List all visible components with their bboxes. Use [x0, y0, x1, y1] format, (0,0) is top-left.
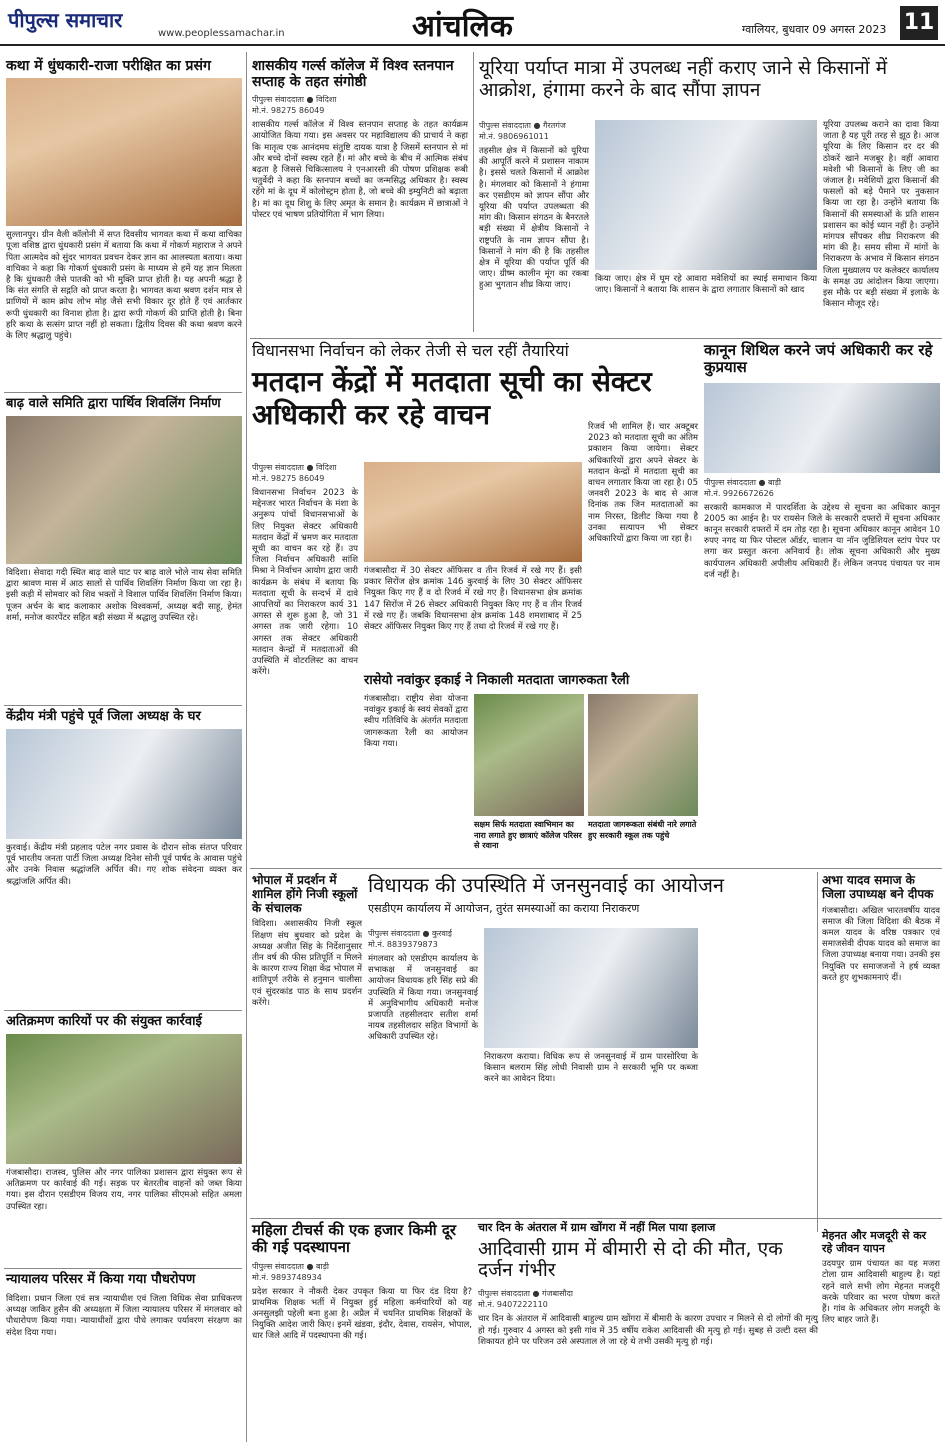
column-divider [473, 52, 474, 332]
story-body: कुरवाई। केंद्रीय मंत्री प्रहलाद पटेल नगर प्रवास के दौरान सोक संतप्त परिवार पूर्व भारतीय जनता पार्टी जिला अध्यक्ष दिनेश सोनी पूर्व पार्षद के आवास पहुंचे और उनके निवास श्रद्धांजलि अर्पित की। गए शोक संवेदना व्यक्त कर श्रद्धांजलि अर्पित की। [6, 842, 245, 887]
headline: भोपाल में प्रदर्शन में शामिल होंगे निजी स्कूलों के संचालक [252, 873, 358, 915]
website-url[interactable]: www.peoplessamachar.in [158, 28, 285, 39]
story-body: विधानसभा निर्वाचन 2023 के मद्देनजर भारत निर्वाचन के मंशा के अनुरूप पांचों विधानसभाओं के लिए नियुक्त सेक्टर अधिकारी मतदान केंद्रों में भ्रमण कर मतदाता सूची का वाचन कर रहे हैं। उप जिला निर्वाचन अधिकारी सांशि मिश्रा ने निर्वाचन आयोग द्वारा जारी कार्यक्रम के संबंध में बताया कि मतदाता सूची के सन्दर्भ में दावे आपत्तियों का निराकरण कार्य 31 अगस्त से शुरू हुआ है, जो 31 अगस्त तक जारी रहेगा। 10 अगस्त तक सेक्टर अधिकारी मतदान केन्द्रों में मतदाताओं की उपस्थिति में वोटरलिस्ट का वाचन करेंगे। [252, 488, 361, 678]
story-body: शासकीय गर्ल्स कॉलेज में विश्व स्तनपान सप्ताह के तहत कार्यक्रम आयोजित किया गया। इस अवसर पर महाविद्यालय की प्राचार्य ने कहा कि मातृत्व एक आनंदमय संतुष्टि दायक यात्रा है जिसमें स्तनपान से मां और बच्चे दोनों स्वस्थ रहते हैं। मां और बच्चे के बीच में आत्मिक संबंध बढ़ता है जिससे चिकित्सालय ने एनआरसी की पोषण प्रशिक्षक रूबी चतुर्वेदी ने कहा कि स्तनपान बच्चों का जन्मसिद्ध अधिकार है। स्वस्थ रहेंगे मां के दूध में कोलोस्ट्रम होता है, जो बच्चे की इम्युनिटी को बढ़ाता है। मां का दूध शिशु के लिए अमृत के समान है। कार्यक्रम में छात्राओं ने पोस्टर एवं भाषण प्रतियोगिता में भाग लिया। [252, 120, 471, 220]
story-body: उदयपुर ग्राम पंचायत का यह मजरा टोला ग्राम आदिवासी बाहुल्य है। यहां रहने वाले सभी लोग मेहनत मजदूरी करके परिवार का भरण पोषण करते हैं। गांव के अधिकतर लोग मजदूरी के लिए बाहर जाते हैं। [822, 1259, 943, 1326]
column-divider [246, 52, 247, 1442]
story-katha [6, 58, 245, 388]
phone: मो.नं. 98275 86049 [252, 474, 325, 483]
byline: पीपुल्स संवाददाता ● गंजबासौदा [478, 1289, 573, 1299]
divider [4, 1268, 242, 1269]
phone: मो.नं. 98275 86049 [252, 106, 325, 116]
headline: कानून शिथिल करने जपं अधिकारी कर रहे कुप्रयास [704, 341, 933, 377]
story-body: गंजबासौदा। अखिल भारतवर्षीय यादव समाज की जिला विदिशा की बैठक में कमल यादव के वरिष्ठ पत्रकार एवं समाजसेवी दीपक यादव को समाज का जिला उपाध्यक्ष बनाया गया। उनकी इस नियुक्ति पर समाजजनों ने हर्ष व्यक्त करते हुए शुभकामनाएं दीं। [822, 905, 943, 983]
byline: पीपुल्स संवाददाता ● कुरवाई [368, 929, 452, 938]
story-body: विदिशा। अशासकीय निजी स्कूल शिक्षण संघ बुधवार को प्रदेश के अध्यक्ष अजीत सिंह के निर्देशानुसार तीन वर्ष की फीस प्रतिपूर्ति न मिलने के कारण राज्य शिक्षा केंद्र भोपाल में शांतिपूर्ण तरीके से हनुमान चालीसा एवं सुंदरकांड पाठ के साथ प्रदर्शन करेंगे। [252, 919, 365, 1008]
story-body: चार दिन के अंतराल में आदिवासी बाहुल्य ग्राम खोंगरा में बीमारी के कारण उपचार न मिलने से दो लोगों की मृत्यु हो गई। गुरुवार 4 अगस्त को इसी गांव में 35 वर्षीय राकेश आदिवासी की मृत्यु हो गई। सुबह से उल्टी दस्त की शिकायत होने पर परिजन उसे अस्पताल ले जा रहे थे तभी उसकी मृत्यु हो गई। [478, 1314, 821, 1347]
photo-rally-2 [588, 694, 698, 816]
photo-caption: मतदाता जागरूकता संबंधी नारे लगाते हुए सरकारी स्कूल तक पहुंचे [588, 820, 698, 862]
story-caption: किया जाए। क्षेत्र में घूम रहे आवारा मवेशियों का स्थाई समाधान किया जाए। किसानों ने बताया कि शासन के द्वारा लगातार किसानों को खाद [595, 274, 820, 296]
story-body: सरकारी कामकाज में पारदर्शिता के उद्देश्य से सूचना का अधिकार कानून 2005 का आईन है। पर रायसेन जिले के सरकारी दफ्तरों में सूचना अधिकार कानून सरकारी दफ्तरों में दम तोड़ रहा है। सूचना अधिकार कानून आवेदन 10 रुपए नगद या फिर पोस्टल ऑर्डर, चालान या नॉन जुडिशियल स्टांप पेपर पर लगा कर प्रस्तुत करना अनिवार्य है। लोक सूचना अधिकारी और मुख्य कार्यपालन अधिकारी अपीलीय अधिकारी हैं। लेकिन जनपद पंचायत पर नाम दर्ज नहीं है। [704, 502, 943, 580]
story-shivling [6, 396, 245, 697]
story-tribal-village [478, 1221, 821, 1440]
headline: यूरिया पर्याप्त मात्रा में उपलब्ध नहीं कराए जाने से किसानों में आक्रोश, हंगामा करने के बाद सौंपा ज्ञापन [479, 57, 888, 101]
story-body-2: गंजबासौदा में 30 सेक्टर ऑफिसर व तीन रिजर्व में रखे गए हैं। इसी प्रकार सिरोंज क्षेत्र क्रमांक 146 कुरवाई के लिए 30 सेक्टर ऑफिसर नियुक्त किए गए हैं व दो रिजर्व में रखे गए हैं। विधानसभा क्षेत्र क्रमांक 147 सिरोंज में 26 सेक्टर अधिकारी नियुक्त किए गए हैं व तीन रिजर्व में रखे गए हैं। जबकि विधानसभा क्षेत्र क्रमांक 148 शमशाबाद में 25 सेक्टर ऑफिसर नियुक्त किए गए हैं तथा दो रिजर्व में रखे गए हैं। [364, 566, 585, 633]
story-minister [6, 709, 245, 1010]
photo-jansunwai [484, 928, 698, 1048]
photo-rally-1 [474, 694, 584, 816]
story-yadav-samaj [822, 873, 943, 1224]
story-labour [822, 1229, 943, 1440]
headline: न्यायालय परिसर में किया गया पौधरोपण [6, 1272, 196, 1287]
story-plantation [6, 1272, 245, 1438]
photo-caption: सक्षम सिर्फ मतदाता स्वाभिमान का नारा लगाते हुए छात्राएं कॉलेज परिसर से रवाना [474, 820, 584, 862]
story-body-3: रिजर्व भी शामिल हैं। चार अक्टूबर 2023 को मतदाता सूची का अंतिम प्रकाशन किया जायेगा। सेक्टर अधिकारियों द्वारा अपने सेक्टर के मतदान केन्द्रों में मतदाता सूची का वाचन लगातार किया जा रहा है। 05 जनवरी 2023 के बाद से आज दिनांक तक जिन मतदाताओं का नाम निरस्त, डिलीट किया गया है उनका सत्यापन भी सेक्टर अधिकारियों द्वारा किया जा रहा है। [588, 422, 701, 545]
divider [250, 868, 942, 869]
headline: विधायक की उपस्थिति में जनसुनवाई का आयोजन [368, 873, 725, 897]
story-jansunwai [368, 874, 812, 1224]
story-private-schools [252, 873, 365, 1214]
story-urea [479, 57, 942, 334]
byline: पीपुल्स संवाददाता ● विदिशा [252, 95, 337, 105]
photo-katha [6, 78, 242, 226]
story-encroachment [6, 1014, 245, 1265]
divider [4, 392, 242, 393]
headline: मेहनत और मजदूरी से कर रहे जीवन यापन [822, 1229, 927, 1255]
divider [4, 705, 242, 706]
headline: अतिक्रमण कारियों पर की संयुक्त कार्रवाई [6, 1014, 202, 1029]
story-caption: निराकरण कराया। विधिक रूप से जनसुनवाई में ग्राम पारसोरिया के किसान बलराम सिंह लोधी निवासी ग्राम ने सरकारी भूमि पर कब्जा करने का आवेदन दिया। [484, 1052, 701, 1085]
story-body: प्रदेश सरकार ने नौकरी देकर उपकृत किया या फिर दंड दिया है? प्राथमिक शिक्षक भर्ती में नियुक्त हुई महिला कर्मचारियों को यह अनसुलझी पहेली बना हुआ है। अप्रैल में चयनित प्राथमिक शिक्षकों के नियुक्ति आदेश जारी किए। इनमें खंडवा, इंदौर, देवास, रायसेन, भोपाल, धार जिले आदि में पदस्थापना की गई। [252, 1286, 475, 1342]
photo-minister [6, 729, 242, 839]
headline: बाढ़ वाले समिति द्वारा पार्थिव शिवलिंग निर्माण [6, 396, 221, 411]
column-divider [817, 872, 818, 1232]
phone: मो.नं. 9926672626 [704, 488, 774, 498]
story-body: विदिशा। सेवादा गदी स्थित बाढ़ वाले घाट पर बाढ़ वाले भोले नाथ सेवा समिति द्वारा श्रावण मास में आठ सालों से पार्थिव शिवलिंग निर्माण किया जा रहा है। इसी कड़ी में सोमवार को शिव भक्तों ने विशाल पार्थिव शिवलिंग निर्माण किया। पूजन अर्चन के बाद कलाकार अशोक विश्वकर्मा, अध्यक्ष बदी साहू, हेमंत शर्मा, मनोज कारपेंटर सहित बड़ी संख्या में श्रद्धालु उपस्थित रहे। [6, 567, 245, 623]
headline: महिला टीचर्स की एक हजार किमी दूर की गई पदस्थापना [252, 1221, 457, 1257]
phone: मो.नं. 9407222110 [478, 1300, 548, 1310]
headline: शासकीय गर्ल्स कॉलेज में विश्व स्तनपान सप्ताह के तहत संगोष्ठी [252, 58, 454, 91]
photo-encroachment [6, 1034, 242, 1164]
headline: अभा यादव समाज के जिला उपाध्यक्ष बने दीपक [822, 873, 934, 901]
divider [250, 1218, 942, 1219]
story-body: विदिशा। प्रधान जिला एवं सत्र न्यायाधीश एवं जिला विधिक सेवा प्राधिकरण अध्यक्ष जाकिर हुसैन की अध्यक्षता में जिला न्यायालय परिसर में मंगलवार को पौधारोपण किया गया। न्यायाधीशों द्वारा पौधे लगाकर पर्यावरण संरक्षण का संदेश दिया गया। [6, 1293, 245, 1338]
divider [250, 338, 942, 339]
byline: पीपुल्स संवाददाता ● बाड़ी [704, 477, 782, 487]
photo-shivling [6, 416, 242, 564]
photo-office [704, 383, 940, 473]
story-rally [364, 674, 698, 864]
phone: मो.नं. 9893748934 [252, 1272, 322, 1282]
story-teachers [252, 1221, 475, 1440]
story-body: तहसील क्षेत्र में किसानों को यूरिया की आपूर्ति करने में प्रशासन नाकाम है। इससे चलते किसानों में आक्रोश है। मंगलवार को किसानों ने हंगामा कर एसडीएम को ज्ञापन सौंपा और यूरिया की पर्याप्त उपलब्धता की मांग की। किसान संगठन के बैनरतले बड़ी संख्या में क्षेत्रीय किसानों ने राष्ट्रपति के नाम ज्ञापन सौंपा है। किसानों ने मांग की है कि तहसील क्षेत्र में यूरिया की पर्याप्त पूर्ति की जाए। ग्रीष्म कालीन मूंग का रकबा हुआ भुगतान शीघ्र किया जाए। [479, 146, 592, 291]
story-body: सुल्तानपुर। ग्रीन वैली कॉलोनी में सप्त दिवसीय भागवत कथा में कथा वाचिका पूजा वशिष्ठ द्वारा धुंधकारी प्रसंग में बताया कि कथा में गोकर्ण महाराज ने अपने पिता आत्मदेव को सुंदर भागवत प्रवचन देकर ज्ञान का आलस्यता बताया। कथा वाचिका ने कहा कि गोकर्ण धुंधकारी प्रसंग के माध्यम से हमें यह ज्ञान मिलता है कि धुंधकारी जैसे पातकी को भी मुक्ति प्राप्त होती है। यह अपनी श्रद्धा है कि संत संगति से सद्गति को प्राप्त करता है। भागवत कथा श्रवण दर्शन मात्र से प्राणियों में काम क्रोध लोभ मोह जैसे सभी विकार दूर होते हैं एवं आर्तकार रूपी धुंधकारी का विनाश होता है। द्वारा रूपी गोकर्ण की प्राप्ति होती है। बिना हरि कथा के सत्संग प्राप्त नहीं हो सकता। द्वितीय दिवस की कथा श्रवण करने के लिए श्रद्धालु पहुंचे। [6, 230, 245, 341]
headline: आदिवासी ग्राम में बीमारी से दो की मौत, एक दर्जन गंभीर [478, 1237, 783, 1282]
kicker: विधानसभा निर्वाचन को लेकर तेजी से चल रहीं तैयारियां [252, 341, 569, 360]
headline: मतदान केंद्रों में मतदाता सूची का सेक्टर अधिकारी कर रहे वाचन [252, 365, 652, 431]
story-body: मंगलवार को एसडीएम कार्यालय के सभाकक्ष में जनसुनवाई का आयोजन विधायक हरि सिंह सप्रे की उपस्थिति में किया गया। जनसुनवाई में अनुविभागीय अधिकारी मनोज प्रजापति तहसीलदार सतीश शर्मा नायब तहसीलदार सहित विभागों के अधिकारी उपस्थित रहे। [368, 954, 481, 1043]
divider [4, 1010, 242, 1011]
story-rti [704, 341, 943, 862]
kicker: चार दिन के अंतराल में ग्राम खोंगरा में नहीं मिल पाया इलाज [478, 1221, 716, 1234]
photo-urea [595, 120, 817, 270]
photo-voter-list [364, 462, 582, 562]
kicker: एसडीएम कार्यालय में आयोजन, तुरंत समस्याओं का कराया निराकरण [368, 902, 640, 915]
section-title: आंचलिक [412, 9, 513, 44]
headline: कथा में धुंधकारी-राजा परीक्षित का प्रसंग [6, 58, 211, 74]
byline: पीपुल्स संवाददाता ● विदिशा [252, 463, 337, 472]
story-body: गंजबासौदा। राष्ट्रीय सेवा योजना नवांकुर इकाई के स्वयं सेवकों द्वारा स्वीप गतिविधि के अंतर्गत मतदाता जागरूकता रैली का आयोजन किया गया। [364, 694, 471, 749]
byline: पीपुल्स संवाददाता ● बाड़ी [252, 1261, 330, 1271]
newspaper-logo: पीपुल्स समाचार [8, 8, 123, 32]
story-body-2: यूरिया उपलब्ध कराने का दावा किया जाता है यह पूरी तरह से झूठ है। आज यूरिया के लिए किसान दर दर की ठोकरें खाने मजबूर है। वहीं आवारा मवेशी भी किसानों के लिए जी का जंजाल है। मवेशियों द्वारा किसानों की फसलों को बड़े पैमाने पर नुकसान किया जा रहा है। उन्होंने बताया कि किसानों की समस्याओं के प्रति शासन प्रशासन का कोई ध्यान नहीं है। उन्होंने मांगपत्र सौंपकर शीघ्र निराकरण की मांग की है। समय सीमा में मांगों के निराकरण के अभाव में किसान संगठन जिला मुख्यालय पर कलेक्टर कार्यालय के समक्ष उग्र आंदोलन किया जाएगा। इस मौके पर बड़ी संख्या में इलाके के किसान मौजूद रहे। [823, 120, 942, 310]
byline: पीपुल्स संवाददाता ● गैरतगंज [479, 121, 566, 130]
dateline: ग्वालियर, बुधवार 09 अगस्त 2023 [742, 23, 887, 36]
phone: मो.नं. 9806961011 [479, 132, 549, 141]
story-breastfeeding [252, 58, 471, 334]
page-number: 11 [900, 6, 938, 40]
story-body: गंजबासौदा। राजस्व, पुलिस और नगर पालिका प्रशासन द्वारा संयुक्त रूप से अतिक्रमण पर कार्रवाई की गई। सड़क पर बेतरतीब वाहनों को जब्त किया गया। इस दौरान एसडीएम विजय राय, नगर पालिका सीएमओ सहित अमला उपस्थित रहा। [6, 1167, 245, 1212]
headline: केंद्रीय मंत्री पहुंचे पूर्व जिला अध्यक्ष के घर [6, 709, 201, 724]
phone: मो.नं. 8839379873 [368, 940, 438, 949]
headline: रासेयो नवांकुर इकाई ने निकाली मतदाता जागरुकता रैली [364, 673, 630, 688]
masthead [0, 0, 945, 46]
